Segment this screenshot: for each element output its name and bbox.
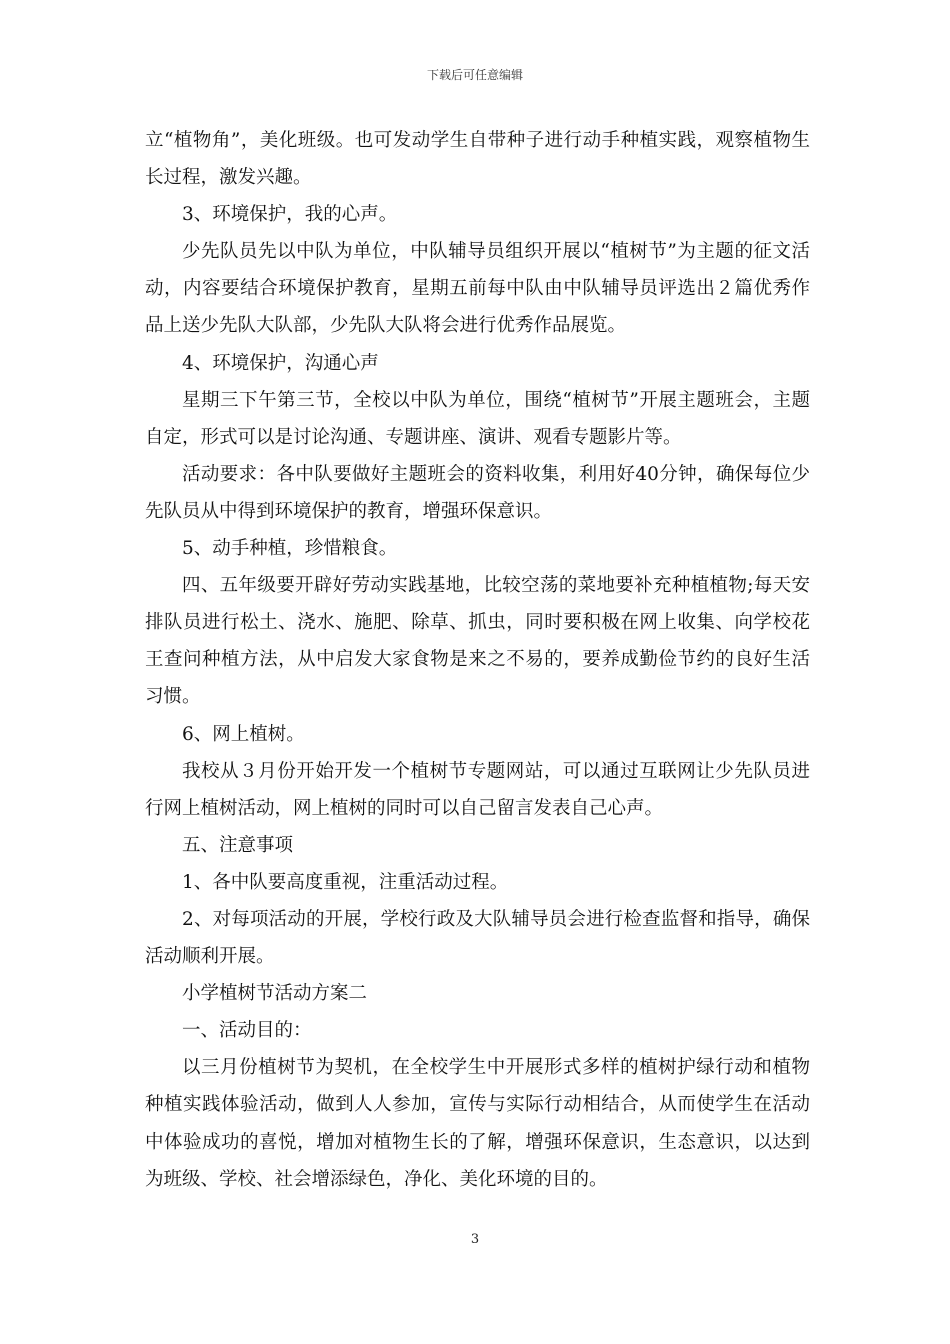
paragraph: 五、注意事项 bbox=[182, 834, 294, 856]
paragraph: 5、动手种植，珍惜粮食。 bbox=[182, 538, 398, 560]
paragraph: 1、各中队要高度重视，注重活动过程。 bbox=[182, 871, 509, 893]
paragraph: 立“植物角”，美化班级。也可发动学生自带种子进行动手种植实践，观察植物生长过程，激发兴趣。 bbox=[145, 130, 810, 189]
paragraph: 星期三下午第三节，全校以中队为单位，围绕“植树节”开展主题班会，主题自定，形式可以是讨论沟通、专题讲座、演讲、观看专题影片等。 bbox=[145, 389, 810, 448]
paragraph: 小学植树节活动方案二 bbox=[182, 983, 368, 1005]
paragraph: 以三月份植树节为契机，在全校学生中开展形式多样的植树护绿行动和植物种植实践体验活动，做到人人参加，宣传与实际行动相结合，从而使学生在活动中体验成功的喜悦，增加对植物生长的了解，增强环保意识，生态意识，以达到为班级、学校、社会增添绿色，净化、美化环境的目的。 bbox=[145, 1057, 810, 1190]
paragraph: 活动要求：各中队要做好主题班会的资料收集，利用好40分钟，确保每位少先队员从中得到环境保护的教育，增强环保意识。 bbox=[145, 463, 810, 522]
document-body bbox=[145, 122, 810, 1198]
paragraph: 少先队员先以中队为单位，中队辅导员组织开展以“植树节”为主题的征文活动，内容要结合环境保护教育，星期五前每中队由中队辅导员评选出２篇优秀作品上送少先队大队部，少先队大队将会进行优秀作品展览。 bbox=[145, 241, 810, 337]
paragraph: 四、五年级要开辟好劳动实践基地，比较空荡的菜地要补充种植植物;每天安排队员进行松土、浇水、施肥、除草、抓虫，同时要积极在网上收集、向学校花王查问种植方法，从中启发大家食物是来之不易的，要养成勤俭节约的良好生活习惯。 bbox=[145, 575, 810, 708]
paragraph: 3、环境保护，我的心声。 bbox=[182, 204, 398, 226]
paragraph: 一、活动目的： bbox=[182, 1020, 312, 1042]
paragraph: 我校从３月份开始开发一个植树节专题网站，可以通过互联网让少先队员进行网上植树活动，网上植树的同时可以自己留言发表自己心声。 bbox=[145, 760, 810, 819]
page-header: 下载后可任意编辑 bbox=[426, 68, 523, 82]
paragraph: 2、对每项活动的开展，学校行政及大队辅导员会进行检查监督和指导，确保活动顺利开展。 bbox=[145, 908, 810, 968]
paragraph: 6、网上植树。 bbox=[182, 723, 305, 745]
paragraph: 4、环境保护，沟通心声 bbox=[182, 352, 379, 374]
page-number: 3 bbox=[470, 1232, 480, 1247]
